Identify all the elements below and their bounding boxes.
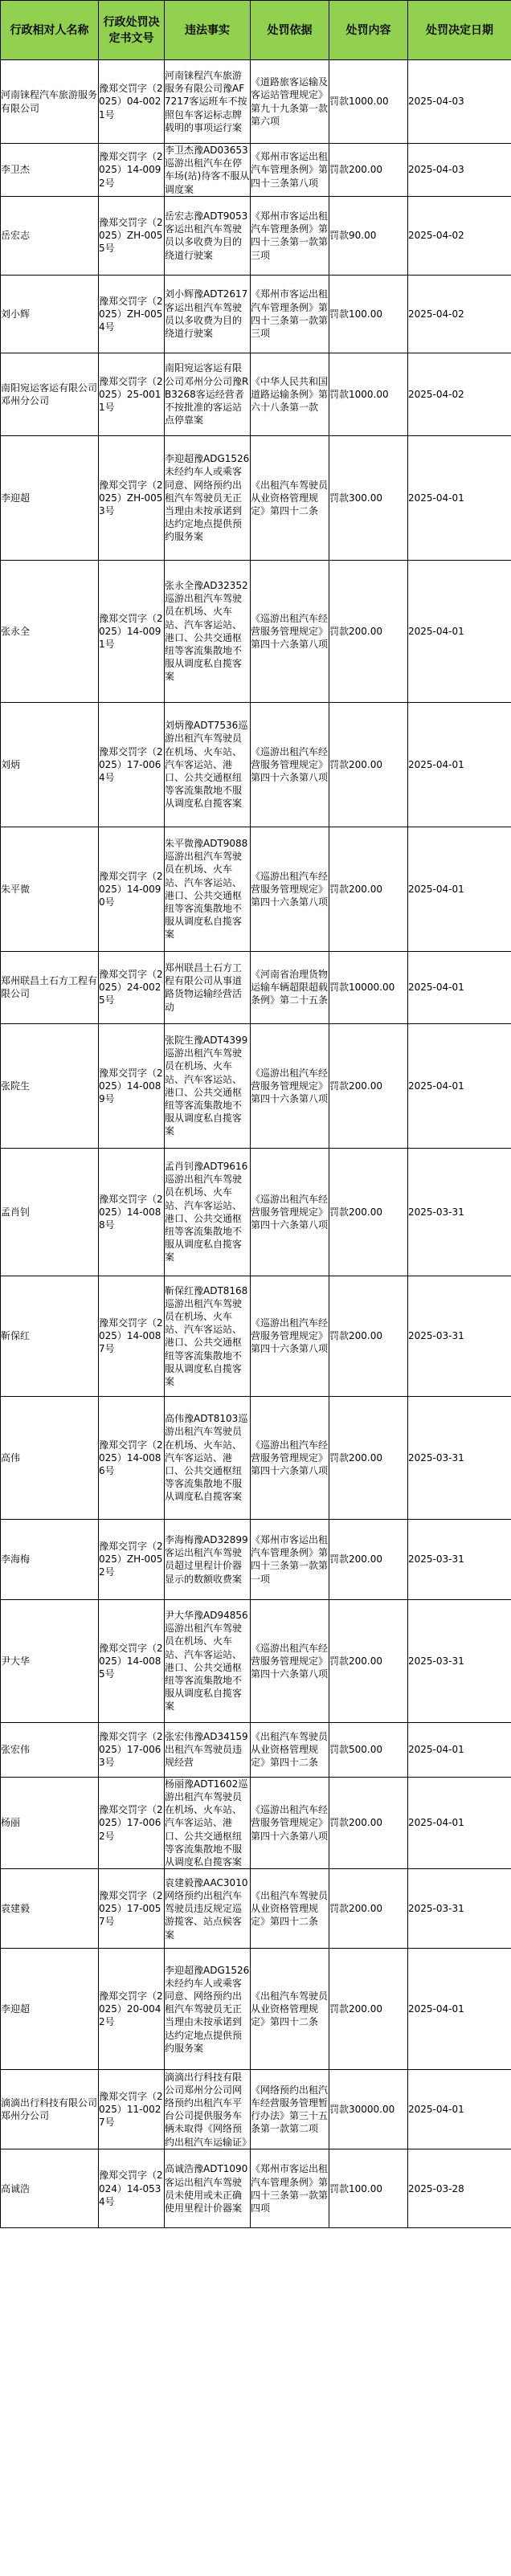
table-row [1,951,511,1023]
doc-no-cell: 豫郑交罚字（2025）ZH-0055号 [99,196,165,275]
basis-cell: 《郑州市客运出租汽车管理条例》第四十三条第一款第一项 [251,1519,329,1599]
date-cell: 2025-03-31 [408,1148,511,1276]
table-row [1,2149,511,2228]
content-cell: 罚款200.00 [329,827,408,951]
basis-cell: 《出租汽车驾驶员从业资格管理规定》第四十二条 [251,1722,329,1777]
table-row [1,1519,511,1599]
date-cell: 2025-03-31 [408,1869,511,1949]
content-cell: 罚款200.00 [329,1599,408,1722]
content-cell: 罚款1000.00 [329,353,408,435]
doc-no-cell: 豫郑交罚字（2025）ZH-0052号 [99,1519,165,1599]
basis-cell: 《巡游出租汽车经营服务管理规定》第四十六条第八项 [251,827,329,951]
fact-cell: 张院生豫ADT4399巡游出租汽车驾驶员在机场、火车站、汽车客运站、港口、公共交通枢纽等客流集散地不服从调度私自揽客案 [165,1023,251,1148]
content-cell: 罚款200.00 [329,1148,408,1276]
name-cell: 滴滴出行科技有限公司郑州分公司 [1,2070,99,2149]
basis-cell: 《郑州市客运出租汽车管理条例》第四十三条第一款第三项 [251,196,329,275]
name-cell: 张宏伟 [1,1722,99,1777]
fact-cell: 南阳宛运客运有限公司邓州分公司豫RB3268客运经营者不按批准的客运站点停靠案 [165,353,251,435]
fact-cell: 张宏伟豫AD34159出租汽车驾驶员违规经营 [165,1722,251,1777]
basis-cell: 《郑州市客运出租汽车管理条例》第四十三条第八项 [251,144,329,197]
table-row [1,275,511,353]
fact-cell: 袁建毅豫AAC3010网络预约出租汽车驾驶员违反规定巡游揽客、站点候客案 [165,1869,251,1949]
name-cell: 朱平微 [1,827,99,951]
date-cell: 2025-04-03 [408,144,511,197]
basis-cell: 《出租汽车驾驶员从业资格管理规定》第四十二条 [251,1869,329,1949]
date-cell: 2025-03-31 [408,1396,511,1519]
doc-no-cell: 豫郑交罚字（2025）25-0011号 [99,353,165,435]
name-cell: 郑州联昌土石方工程有限公司 [1,951,99,1023]
table-row [1,2070,511,2149]
basis-cell: 《巡游出租汽车经营服务管理规定》第四十六条第八项 [251,1023,329,1148]
content-cell: 罚款200.00 [329,144,408,197]
fact-cell: 高诚浩豫ADT1090客运出租汽车驾驶员未使用或未正确使用里程计价器案 [165,2149,251,2228]
fact-cell: 刘炳豫ADT7536巡游出租汽车驾驶员在机场、火车站、汽车客运站、港口、公共交通枢纽等客流集散地不服从调度私自揽客案 [165,702,251,827]
date-cell: 2025-03-28 [408,2149,511,2228]
table-row [1,1777,511,1868]
table-row [1,1869,511,1949]
content-cell: 罚款200.00 [329,1276,408,1396]
table-row [1,1148,511,1276]
fact-cell: 滴滴出行科技有限公司郑州分公司网络预约出租汽车平台公司提供服务车辆未取得《网络预约出租汽车运输证》 [165,2070,251,2149]
fact-cell: 杨丽豫ADT1602巡游出租汽车驾驶员在机场、火车站、汽车客运站、港口、公共交通枢纽等客流集散地不服从调度私自揽客案 [165,1777,251,1868]
table-row [1,353,511,435]
header-date: 处罚决定日期 [408,1,511,60]
fact-cell: 靳保红豫ADT8168巡游出租汽车驾驶员在机场、火车站、汽车客运站、港口、公共交通枢纽等客流集散地不服从调度私自揽客案 [165,1276,251,1396]
name-cell: 张永全 [1,560,99,702]
doc-no-cell: 豫郑交罚字（2025）17-0064号 [99,702,165,827]
header-doc-no: 行政处罚决定书文号 [99,1,165,60]
fact-cell: 李迎超豫ADG1526未经约车人或乘客同意、网络预约出租汽车驾驶员无正当理由未按承诺到达约定地点提供预约服务案 [165,1949,251,2070]
content-cell: 罚款500.00 [329,1722,408,1777]
content-cell: 罚款100.00 [329,275,408,353]
table-row [1,827,511,951]
table-row [1,560,511,702]
name-cell: 孟肖钊 [1,1148,99,1276]
table-row [1,1949,511,2070]
date-cell: 2025-04-01 [408,951,511,1023]
name-cell: 李迎超 [1,1949,99,2070]
date-cell: 2025-04-01 [408,702,511,827]
content-cell: 罚款200.00 [329,1519,408,1599]
doc-no-cell: 豫郑交罚字（2025）14-0085号 [99,1599,165,1722]
name-cell: 刘小辉 [1,275,99,353]
content-cell: 罚款30000.00 [329,2070,408,2149]
name-cell: 杨丽 [1,1777,99,1868]
name-cell: 高伟 [1,1396,99,1519]
date-cell: 2025-03-31 [408,1276,511,1396]
basis-cell: 《巡游出租汽车经营服务管理规定》第四十六条第八项 [251,702,329,827]
doc-no-cell: 豫郑交罚字（2025）24-0025号 [99,951,165,1023]
name-cell: 岳宏志 [1,196,99,275]
doc-no-cell: 豫郑交罚字（2025）14-0090号 [99,827,165,951]
doc-no-cell: 豫郑交罚字（2025）14-0087号 [99,1276,165,1396]
doc-no-cell: 豫郑交罚字（2024）14-0534号 [99,2149,165,2228]
basis-cell: 《中华人民共和国道路运输条例》第六十八条第一款 [251,353,329,435]
table-row [1,1396,511,1519]
content-cell: 罚款1000.00 [329,60,408,144]
doc-no-cell: 豫郑交罚字（2025）11-0027号 [99,2070,165,2149]
content-cell: 罚款10000.00 [329,951,408,1023]
name-cell: 高诚浩 [1,2149,99,2228]
content-cell: 罚款200.00 [329,560,408,702]
content-cell: 罚款200.00 [329,1023,408,1148]
basis-cell: 《道路旅客运输及客运站管理规定》第九十九条第一款第六项 [251,60,329,144]
name-cell: 刘炳 [1,702,99,827]
doc-no-cell: 豫郑交罚字（2025）14-0091号 [99,560,165,702]
doc-no-cell: 豫郑交罚字（2025）ZH-0053号 [99,435,165,560]
table-row [1,1599,511,1722]
content-cell: 罚款200.00 [329,702,408,827]
date-cell: 2025-04-01 [408,560,511,702]
table-row [1,1276,511,1396]
fact-cell: 高伟豫ADT8103巡游出租汽车驾驶员在机场、火车站、汽车客运站、港口、公共交通枢纽等客流集散地不服从调度私自揽客案 [165,1396,251,1519]
date-cell: 2025-04-01 [408,1949,511,2070]
date-cell: 2025-04-01 [408,1023,511,1148]
date-cell: 2025-04-02 [408,196,511,275]
name-cell: 李迎超 [1,435,99,560]
content-cell: 罚款90.00 [329,196,408,275]
header-name: 行政相对人名称 [1,1,99,60]
doc-no-cell: 豫郑交罚字（2025）20-0042号 [99,1949,165,2070]
content-cell: 罚款100.00 [329,2149,408,2228]
basis-cell: 《出租汽车驾驶员从业资格管理规定》第四十二条 [251,435,329,560]
doc-no-cell: 豫郑交罚字（2025）04-0021号 [99,60,165,144]
content-cell: 罚款300.00 [329,435,408,560]
date-cell: 2025-03-31 [408,1519,511,1599]
fact-cell: 刘小辉豫ADT2617客运出租汽车驾驶员以多收费为目的绕道行驶案 [165,275,251,353]
doc-no-cell: 豫郑交罚字（2025）17-0063号 [99,1722,165,1777]
doc-no-cell: 豫郑交罚字（2025）14-0086号 [99,1396,165,1519]
content-cell: 罚款200.00 [329,1949,408,2070]
date-cell: 2025-04-01 [408,435,511,560]
date-cell: 2025-04-01 [408,1722,511,1777]
content-cell: 罚款200.00 [329,1396,408,1519]
table-body [1,60,511,2228]
table-row [1,196,511,275]
basis-cell: 《巡游出租汽车经营服务管理规定》第四十六条第八项 [251,1396,329,1519]
name-cell: 李卫杰 [1,144,99,197]
basis-cell: 《巡游出租汽车经营服务管理规定》第四十六条第八项 [251,1148,329,1276]
table-row [1,1023,511,1148]
doc-no-cell: 豫郑交罚字（2025）14-0089号 [99,1023,165,1148]
fact-cell: 朱平微豫ADT9088巡游出租汽车驾驶员在机场、火车站、汽车客运站、港口、公共交通枢纽等客流集散地不服从调度私自揽客案 [165,827,251,951]
fact-cell: 郑州联昌土石方工程有限公司从事道路货物运输经营活动 [165,951,251,1023]
date-cell: 2025-04-02 [408,353,511,435]
basis-cell: 《巡游出租汽车经营服务管理规定》第四十六条第八项 [251,560,329,702]
doc-no-cell: 豫郑交罚字（2025）17-0062号 [99,1777,165,1868]
basis-cell: 《网络预约出租汽车经营服务管理暂行办法》第三十五条第一款第二项 [251,2070,329,2149]
name-cell: 河南铼程汽车旅游服务有限公司 [1,60,99,144]
fact-cell: 李卫杰豫AD03653巡游出租汽车在停车场(站)待客不服从调度案 [165,145,250,195]
fact-cell: 李迎超豫ADG1526未经约车人或乘客同意、网络预约出租汽车驾驶员无正当理由未按承诺到达约定地点提供预约服务案 [165,435,251,560]
basis-cell: 《巡游出租汽车经营服务管理规定》第四十六条第八项 [251,1276,329,1396]
basis-cell: 《河南省治理货物运输车辆超限超载条例》第二十五条 [251,951,329,1023]
name-cell: 南阳宛运客运有限公司邓州分公司 [1,353,99,435]
name-cell: 李海梅 [1,1519,99,1599]
name-cell: 张院生 [1,1023,99,1148]
basis-cell: 《郑州市客运出租汽车管理条例》第四十三条第一款第四项 [251,2149,329,2228]
fact-cell: 岳宏志豫ADT9053客运出租汽车驾驶员以多收费为目的绕道行驶案 [165,196,251,275]
name-cell: 尹大华 [1,1599,99,1722]
fact-cell: 李海梅豫AD32899客运出租汽车驾驶员超过里程计价器显示的数额收费案 [165,1519,251,1599]
basis-cell: 《郑州市客运出租汽车管理条例》第四十三条第一款第三项 [251,275,329,353]
doc-no-cell: 豫郑交罚字（2025）ZH-0054号 [99,275,165,353]
header-content: 处罚内容 [329,1,408,60]
fact-cell: 尹大华豫AD94856巡游出租汽车驾驶员在机场、火车站、汽车客运站、港口、公共交通枢纽等客流集散地不服从调度私自揽客案 [165,1599,251,1722]
fact-cell: 张永全豫AD32352巡游出租汽车驾驶员在机场、火车站、汽车客运站、港口、公共交通枢纽等客流集散地不服从调度私自揽客案 [165,560,251,702]
date-cell: 2025-04-01 [408,827,511,951]
table-row [1,144,511,197]
date-cell: 2025-03-31 [408,1599,511,1722]
table-row [1,60,511,144]
doc-no-cell: 豫郑交罚字（2025）14-0088号 [99,1148,165,1276]
table-row [1,702,511,827]
fact-cell: 孟肖钊豫ADT9616巡游出租汽车驾驶员在机场、火车站、汽车客运站、港口、公共交通枢纽等客流集散地不服从调度私自揽客案 [165,1148,251,1276]
doc-no-cell: 豫郑交罚字（2025）17-0057号 [99,1869,165,1949]
header-row [1,1,511,60]
header-fact: 违法事实 [165,1,251,60]
fact-cell: 河南铼程汽车旅游服务有限公司豫AF7217客运班车不按照包车客运标志牌载明的事项运行案 [165,60,251,144]
name-cell: 袁建毅 [1,1869,99,1949]
date-cell: 2025-04-03 [408,60,511,144]
header-basis: 处罚依据 [251,1,329,60]
content-cell: 罚款200.00 [329,1777,408,1868]
content-cell: 罚款200.00 [329,1869,408,1949]
date-cell: 2025-04-01 [408,1777,511,1868]
table-row [1,435,511,560]
basis-cell: 《巡游出租汽车经营服务管理规定》第四十六条第八项 [251,1599,329,1722]
table-row [1,1722,511,1777]
date-cell: 2025-04-01 [408,2070,511,2149]
doc-no-cell: 豫郑交罚字（2025）14-0092号 [99,144,165,197]
basis-cell: 《出租汽车驾驶员从业资格管理规定》第四十二条 [251,1949,329,2070]
name-cell: 靳保红 [1,1276,99,1396]
date-cell: 2025-04-02 [408,275,511,353]
basis-cell: 《巡游出租汽车经营服务管理规定》第四十六条第八项 [251,1777,329,1868]
